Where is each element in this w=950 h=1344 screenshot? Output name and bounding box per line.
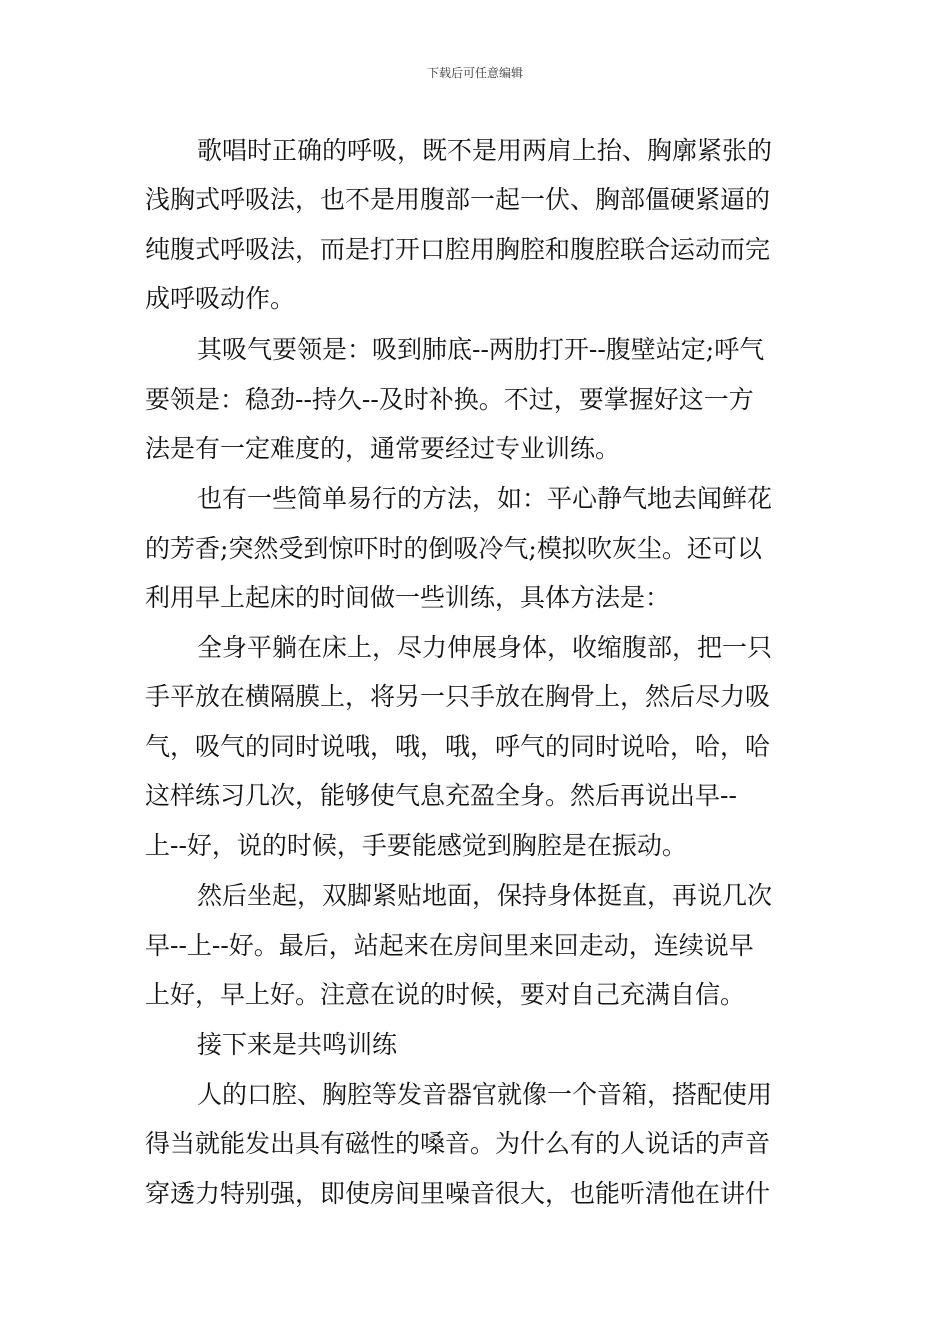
text-line: 穿透力特别强，即使房间里噪音很大，也能听清他在讲什 [145, 1179, 771, 1208]
text-line: 上--好，说的时候，手要能感觉到胸腔是在振动。 [145, 831, 687, 860]
text-line: 人的口腔、胸腔等发音器官就像一个音箱，搭配使用 [197, 1080, 773, 1109]
text-line: 法是有一定难度的，通常要经过专业训练。 [145, 434, 621, 463]
text-line: 歌唱时正确的呼吸，既不是用两肩上抬、胸廓紧张的 [197, 136, 773, 165]
text-line: 利用早上起床的时间做一些训练，具体方法是： [145, 583, 671, 612]
text-line: 这样练习几次，能够使气息充盈全身。然后再说出早-- [145, 781, 737, 810]
text-line: 纯腹式呼吸法，而是打开口腔用胸腔和腹腔联合运动而完 [145, 235, 771, 264]
text-line: 上好，早上好。注意在说的时候，要对自己充满自信。 [145, 980, 746, 1009]
text-line: 的芳香;突然受到惊吓时的倒吸冷气;模拟吹灰尘。还可以 [145, 534, 762, 563]
text-line: 要领是：稳劲--持久--及时补换。不过，要掌握好这一方 [145, 385, 754, 414]
text-line: 接下来是共鸣训练 [197, 1030, 398, 1059]
text-line: 浅胸式呼吸法，也不是用腹部一起一伏、胸部僵硬紧逼的 [145, 185, 771, 214]
text-line: 气，吸气的同时说哦，哦，哦，呼气的同时说哈，哈，哈 [145, 732, 771, 761]
page-header: 下载后可任意编辑 [426, 66, 523, 80]
text-line: 全身平躺在床上，尽力伸展身体，收缩腹部，把一只 [197, 633, 773, 662]
text-line: 也有一些简单易行的方法，如：平心静气地去闻鲜花 [197, 484, 773, 513]
text-line: 然后坐起，双脚紧贴地面，保持身体挺直，再说几次 [197, 881, 773, 910]
text-line: 成呼吸动作。 [145, 284, 296, 313]
text-line: 早--上--好。最后，站起来在房间里来回走动，连续说早 [145, 931, 754, 960]
text-line: 其吸气要领是：吸到肺底--两肋打开--腹壁站定;呼气 [197, 335, 765, 364]
text-line: 手平放在横隔膜上，将另一只手放在胸骨上，然后尽力吸 [145, 682, 771, 711]
text-line: 得当就能发出具有磁性的嗓音。为什么有的人说话的声音 [145, 1129, 771, 1158]
